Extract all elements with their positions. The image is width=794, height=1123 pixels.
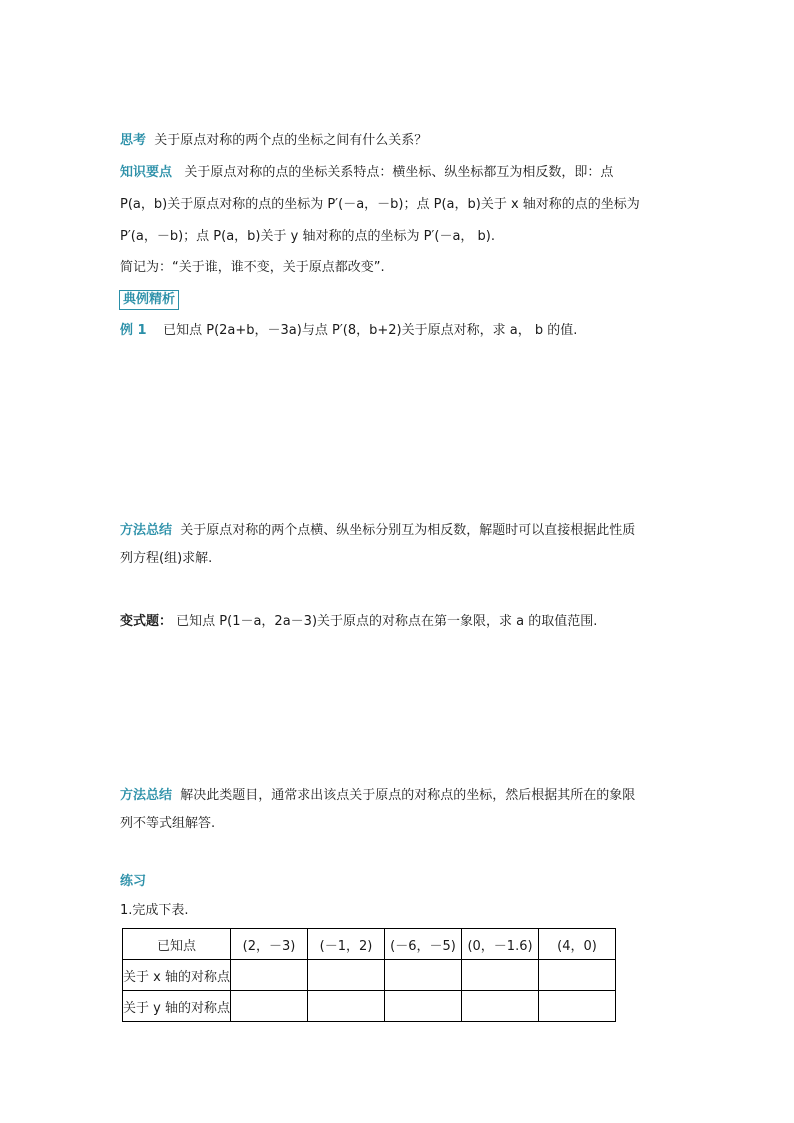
table-cell[interactable] xyxy=(539,991,616,1022)
table-cell[interactable] xyxy=(539,960,616,991)
practice-heading: 练习 xyxy=(120,874,147,889)
think-paragraph xyxy=(120,131,427,151)
knowledge-line-4: 简记为：“关于谁，谁不变，关于原点都改变”. xyxy=(120,260,385,275)
table-row xyxy=(123,991,616,1022)
practice-question-1: 1.完成下表. xyxy=(120,903,189,918)
table-cell[interactable] xyxy=(385,991,462,1022)
table-row-label: 关于 y 轴的对称点 xyxy=(123,991,231,1022)
think-text: 关于原点对称的两个点的坐标之间有什么关系？ xyxy=(154,133,428,148)
table-row xyxy=(123,960,616,991)
knowledge-line-2: P(a，b)关于原点对称的点的坐标为 P′(－a，－b)；点 P(a，b)关于 x 轴对称的点的坐标为 xyxy=(120,197,640,212)
table-header-cell: (2，－3) xyxy=(231,929,308,960)
summary-1-line-2: 列方程(组)求解. xyxy=(120,551,213,566)
variant-question xyxy=(120,612,597,632)
table-cell[interactable] xyxy=(462,991,539,1022)
table-cell[interactable] xyxy=(231,991,308,1022)
table-cell[interactable] xyxy=(308,960,385,991)
table-header-cell: (4，0) xyxy=(539,929,616,960)
variant-label: 变式题： xyxy=(120,614,173,629)
summary-1-line-1 xyxy=(120,521,635,541)
example-1 xyxy=(120,321,577,341)
table-cell[interactable] xyxy=(231,960,308,991)
variant-text: 已知点 P(1－a，2a－3)关于原点的对称点在第一象限，求 a 的取值范围. xyxy=(176,614,598,629)
section-badge-examples: 典例精析 xyxy=(119,290,179,310)
summary-1-label: 方法总结 xyxy=(120,523,173,538)
summary-2-label: 方法总结 xyxy=(120,788,173,803)
table-cell[interactable] xyxy=(462,960,539,991)
summary-2-line-2: 列不等式组解答. xyxy=(120,816,216,831)
summary-2-line-1 xyxy=(120,786,635,806)
table-header-cell: (0，－1.6) xyxy=(462,929,539,960)
summary-1-text-1: 关于原点对称的两个点横、纵坐标分别互为相反数，解题时可以直接根据此性质 xyxy=(180,523,636,538)
table-header-cell: 已知点 xyxy=(123,929,231,960)
example-1-label: 例 1 xyxy=(120,323,147,338)
practice-table xyxy=(122,928,616,1022)
knowledge-text-1: 关于原点对称的点的坐标关系特点：横坐标、纵坐标都互为相反数，即：点 xyxy=(184,165,614,180)
knowledge-line-1 xyxy=(120,163,613,183)
knowledge-label: 知识要点 xyxy=(120,165,173,180)
table-cell[interactable] xyxy=(385,960,462,991)
table-header-cell: (－6，－5) xyxy=(385,929,462,960)
example-1-text: 已知点 P(2a+b，－3a)与点 P′(8，b+2)关于原点对称，求 a， b 的值. xyxy=(163,323,578,338)
summary-2-text-1: 解决此类题目，通常求出该点关于原点的对称点的坐标，然后根据其所在的象限 xyxy=(180,788,636,803)
table-header-row xyxy=(123,929,616,960)
table-header-cell: (－1，2) xyxy=(308,929,385,960)
knowledge-line-3: P′(a，－b)；点 P(a，b)关于 y 轴对称的点的坐标为 P′(－a， b). xyxy=(120,229,495,244)
think-label: 思考 xyxy=(120,133,147,148)
table-row-label: 关于 x 轴的对称点 xyxy=(123,960,231,991)
table-cell[interactable] xyxy=(308,991,385,1022)
